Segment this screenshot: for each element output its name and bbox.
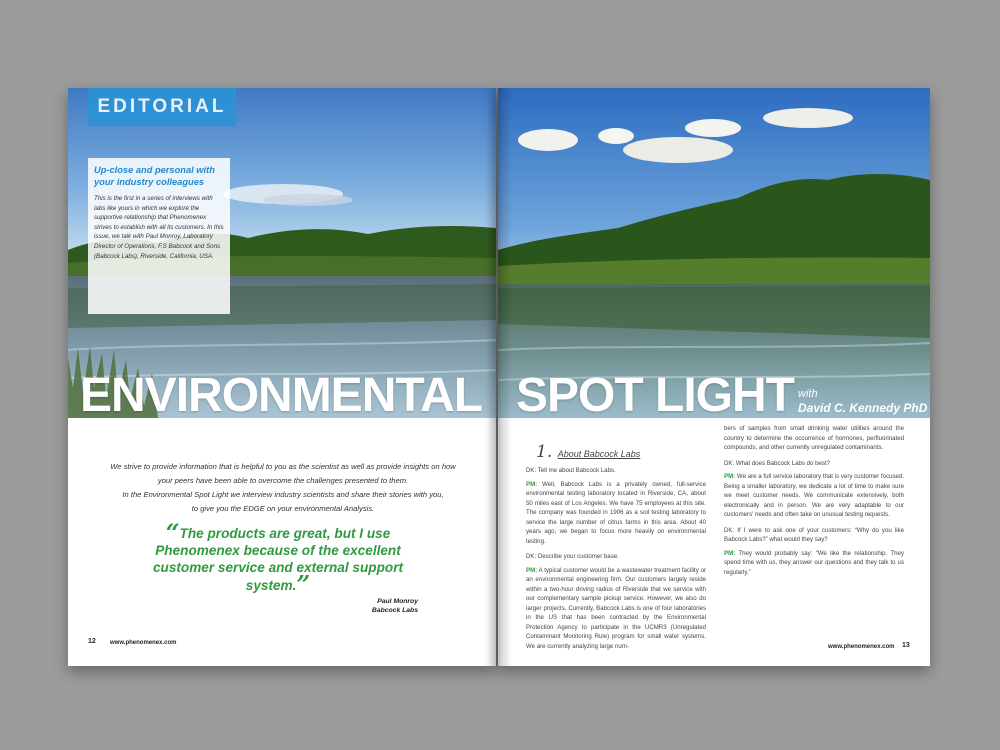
- section-tag-label: EDITORIAL: [97, 96, 227, 117]
- attribution-org: Babcock Labs: [371, 607, 418, 614]
- right-page: [498, 88, 930, 666]
- speaker-label: DK:: [724, 526, 735, 534]
- interview-line: [724, 459, 904, 469]
- interview-line: [724, 424, 904, 453]
- section-tag: [88, 88, 236, 126]
- section-heading: [536, 442, 640, 462]
- intro-line: We strive to provide information that is helpful to you as the scientist as well as provide insights on how: [110, 462, 456, 471]
- interview-line: [724, 472, 904, 520]
- speaker-label: DK:: [526, 467, 537, 474]
- interview-text: Describe your customer base.: [537, 553, 619, 560]
- quote-close-mark: ”: [296, 570, 311, 599]
- website-right: www.phenomenex.com: [828, 644, 895, 650]
- byline-with: with: [798, 388, 818, 400]
- interview-line: [526, 480, 706, 547]
- pull-quote: [128, 518, 428, 599]
- attribution-name: Paul Monroy: [377, 598, 418, 605]
- intro-box: [88, 158, 230, 314]
- intro-line: your peers have been able to overcome the challenges presented to them.: [157, 476, 409, 485]
- interview-text: Tell me about Babcock Labs.: [537, 467, 616, 474]
- intro-title: Up-close and personal with your industry colleagues: [94, 165, 215, 187]
- interview-text: They would probably say: “We like the relationship. They spend time with us, they answer our questions and they talk to us regularly.”: [724, 549, 904, 576]
- page-number-left: 12: [88, 638, 96, 645]
- speaker-label: DK:: [526, 553, 537, 560]
- intro-line: In the Environmental Spot Light we interview industry scientists and share their stories with you,: [122, 490, 444, 499]
- quote-text: The products are great, but I use Phenomenex because of the excellent customer service and external support system.: [152, 526, 404, 593]
- interview-text: A typical customer would be a wastewater treatment facility or an environmental engineering firm. Our customers largely reside within a two-hour driving radius of Riverside that we service with our complementary sample pickup service. However, we also do larger projects. Currently, Babcock Labs is one of four laboratories in the US that has been contracted by the Environmental Protection Agency to participate in the UCMR3 (Unregulated Contaminant Monitoring Rule) program for small water systems. We are currently analyzing large num-: [526, 566, 707, 650]
- page-number-right: 13: [902, 642, 910, 649]
- article-column-2: [724, 424, 904, 581]
- interview-line: [724, 549, 904, 578]
- interview-line: [526, 566, 706, 652]
- byline-author: David C. Kennedy PhD: [798, 401, 928, 415]
- speaker-label: PM:: [724, 473, 736, 480]
- interview-text: Well, Babcock Labs is a privately owned, full-service environmental testing laboratory located in Riverside, CA, about 50 miles east of Los Angeles. We have 75 employees at this site. The company was founded in 1906 as a soil testing laboratory to service the large number of citrus farms in this area. About 40 years ago, we began to focus more heavily on environmental testing.: [526, 480, 706, 545]
- interview-line: [724, 526, 904, 545]
- speaker-label: PM:: [526, 566, 538, 574]
- interview-line: [526, 552, 706, 562]
- speaker-label: PM:: [526, 480, 538, 488]
- intro-paragraph: [88, 460, 478, 516]
- interview-text: What does Babcock Labs do best?: [735, 459, 831, 467]
- website-left: www.phenomenex.com: [110, 640, 177, 646]
- section-title: About Babcock Labs: [557, 449, 641, 459]
- speaker-label: PM:: [724, 549, 736, 557]
- article-column-1: [526, 466, 706, 655]
- intro-text: This is the first in a series of interviews with labs like yours in which we explore the supportive relationship that Phenomenex strives to establish with all its customers. In this issue, we talk with Paul Monroy, Laboratory Director of Operations, F.S Babcock and Sons (Babcock Labs), Riverside, California, USA.: [94, 195, 224, 260]
- section-number: 1.: [536, 442, 553, 462]
- interview-text: We are a full service laboratory that is very customer focused. Being a smaller laboratory, we dedicate a lot of time to make sure we meet customer needs. We communicate extensively, both electronically and in person. We are very adaptable to our customers' needs and often take on unusual testing requests.: [724, 473, 904, 518]
- interview-text: bers of samples from small drinking water utilities around the country to determine the occurrence of hormones, perfluorinated compounds, and other currently unregulated contaminants.: [724, 425, 904, 451]
- speaker-label: DK:: [724, 459, 735, 467]
- magazine-spread: [68, 88, 930, 666]
- quote-attribution: [328, 597, 418, 615]
- headline-right: SPOT LIGHT: [516, 369, 794, 422]
- headline-left: ENVIRONMENTAL: [80, 369, 483, 422]
- interview-line: [526, 466, 706, 476]
- intro-line: to give you the EDGE on your environmental Analysis.: [191, 504, 375, 513]
- left-page: [68, 88, 496, 666]
- quote-open-mark: “: [165, 518, 180, 547]
- interview-text: If I were to ask one of your customers: “Why do you like Babcock Labs?” what would they say?: [724, 526, 904, 543]
